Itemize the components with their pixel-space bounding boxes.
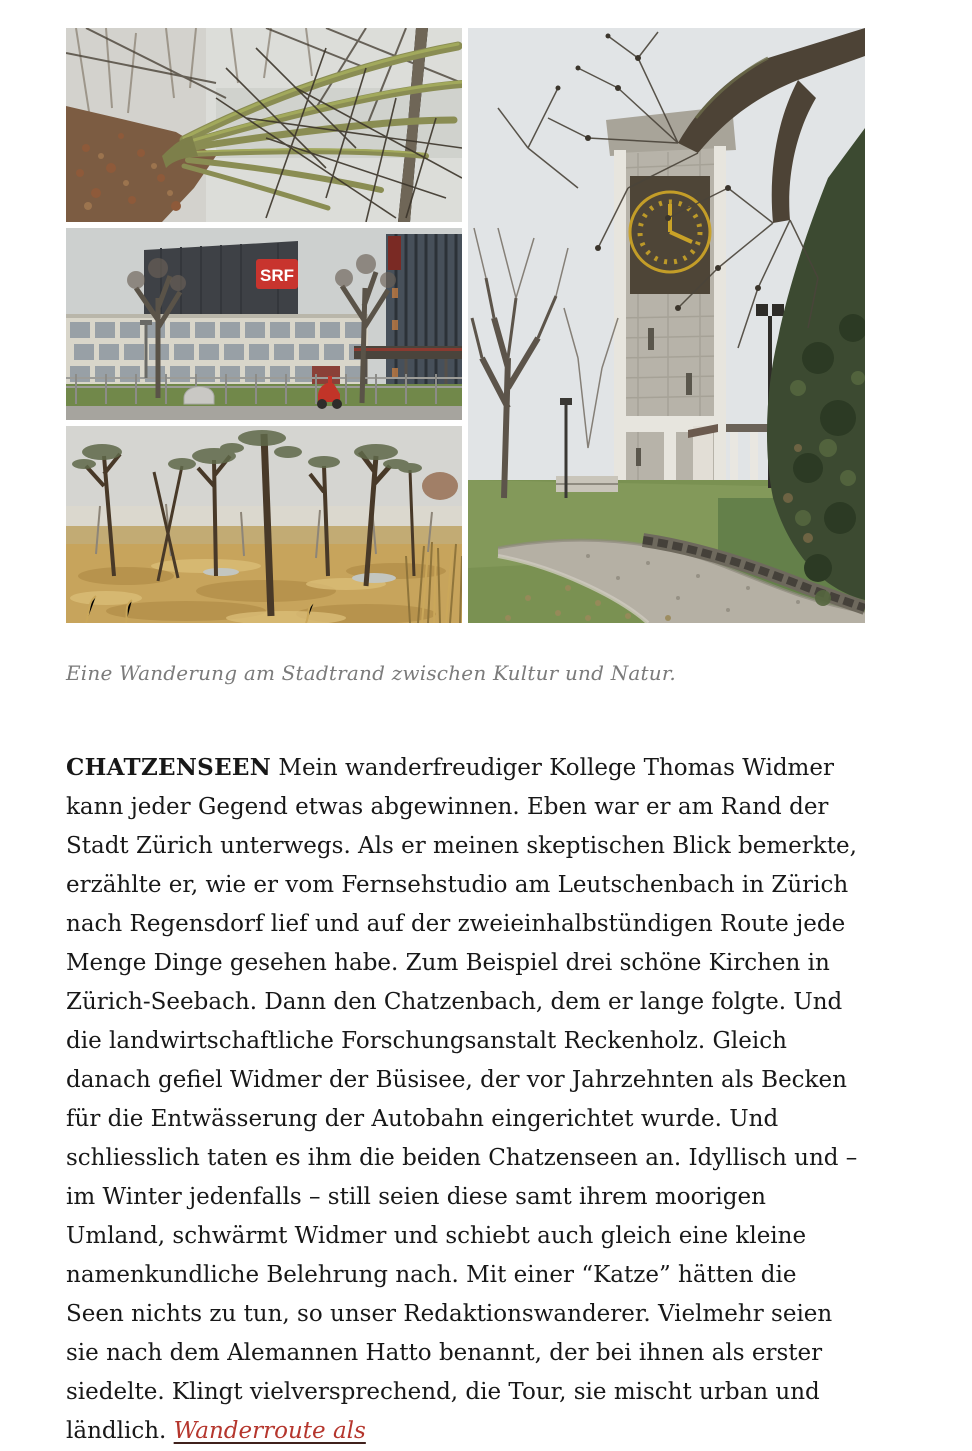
photo-mossy-branches <box>66 28 462 222</box>
article-body-text: Mein wanderfreudiger Kollege Thomas Widmer kann jeder Gegend etwas abgewinnen. Eben war er am Rand der Stadt Zürich unterwegs. Als er meinen skeptischen Blick bemerkte, erzählte er, wie er vom Fernsehstudio am Leutschenbach in Zürich nach Regensdorf lief und auf der zweieinhalbstündigen Route jede Menge Dinge gesehen habe. Zum Beispiel drei schöne Kirchen in Zürich-Seebach. Dann den Chatzenbach, dem er lange folgte. Und die landwirtschaftliche Forschungsanstalt Reckenholz. Gleich danach gefiel Widmer der Büsisee, der vor Jahrzehnten als Becken für die Entwässerung der Autobahn eingerichtet wurde. Und schliesslich taten es ihm die beiden Chatzenseen an. Idyllisch und – im Winter jedenfalls – still seien diese samt ihrem moorigen Umland, schwärmt Widmer und schiebt auch gleich eine kleine namenkundliche Belehrung nach. Mit einer “Katze” hätten die Seen nichts zu tun, so unser Redaktionswanderer. Vielmehr seien sie nach dem Alemannen Hatto benannt, der bei ihnen als erster siedelte. Klingt vielversprechend, die Tour, sie mischt urban und ländlich. <box>66 755 858 1444</box>
photo-marsh <box>66 426 462 623</box>
photo-srf-studio-art <box>66 228 462 420</box>
photo-clock-tower-art <box>468 28 865 623</box>
article-lead-word: CHATZENSEEN <box>66 754 272 781</box>
photo-caption: Eine Wanderung am Stadtrand zwischen Kultur und Natur. <box>66 661 676 685</box>
article-paragraph <box>66 748 860 1451</box>
srf-logo-text: SRF <box>260 266 294 285</box>
photo-srf-studio <box>66 228 462 420</box>
photo-clock-tower <box>468 28 865 623</box>
wanderroute-link[interactable]: Wanderroute als <box>173 1418 366 1444</box>
photo-marsh-art <box>66 426 462 623</box>
photo-mossy-branches-art <box>66 28 462 222</box>
photo-collage <box>66 28 972 686</box>
